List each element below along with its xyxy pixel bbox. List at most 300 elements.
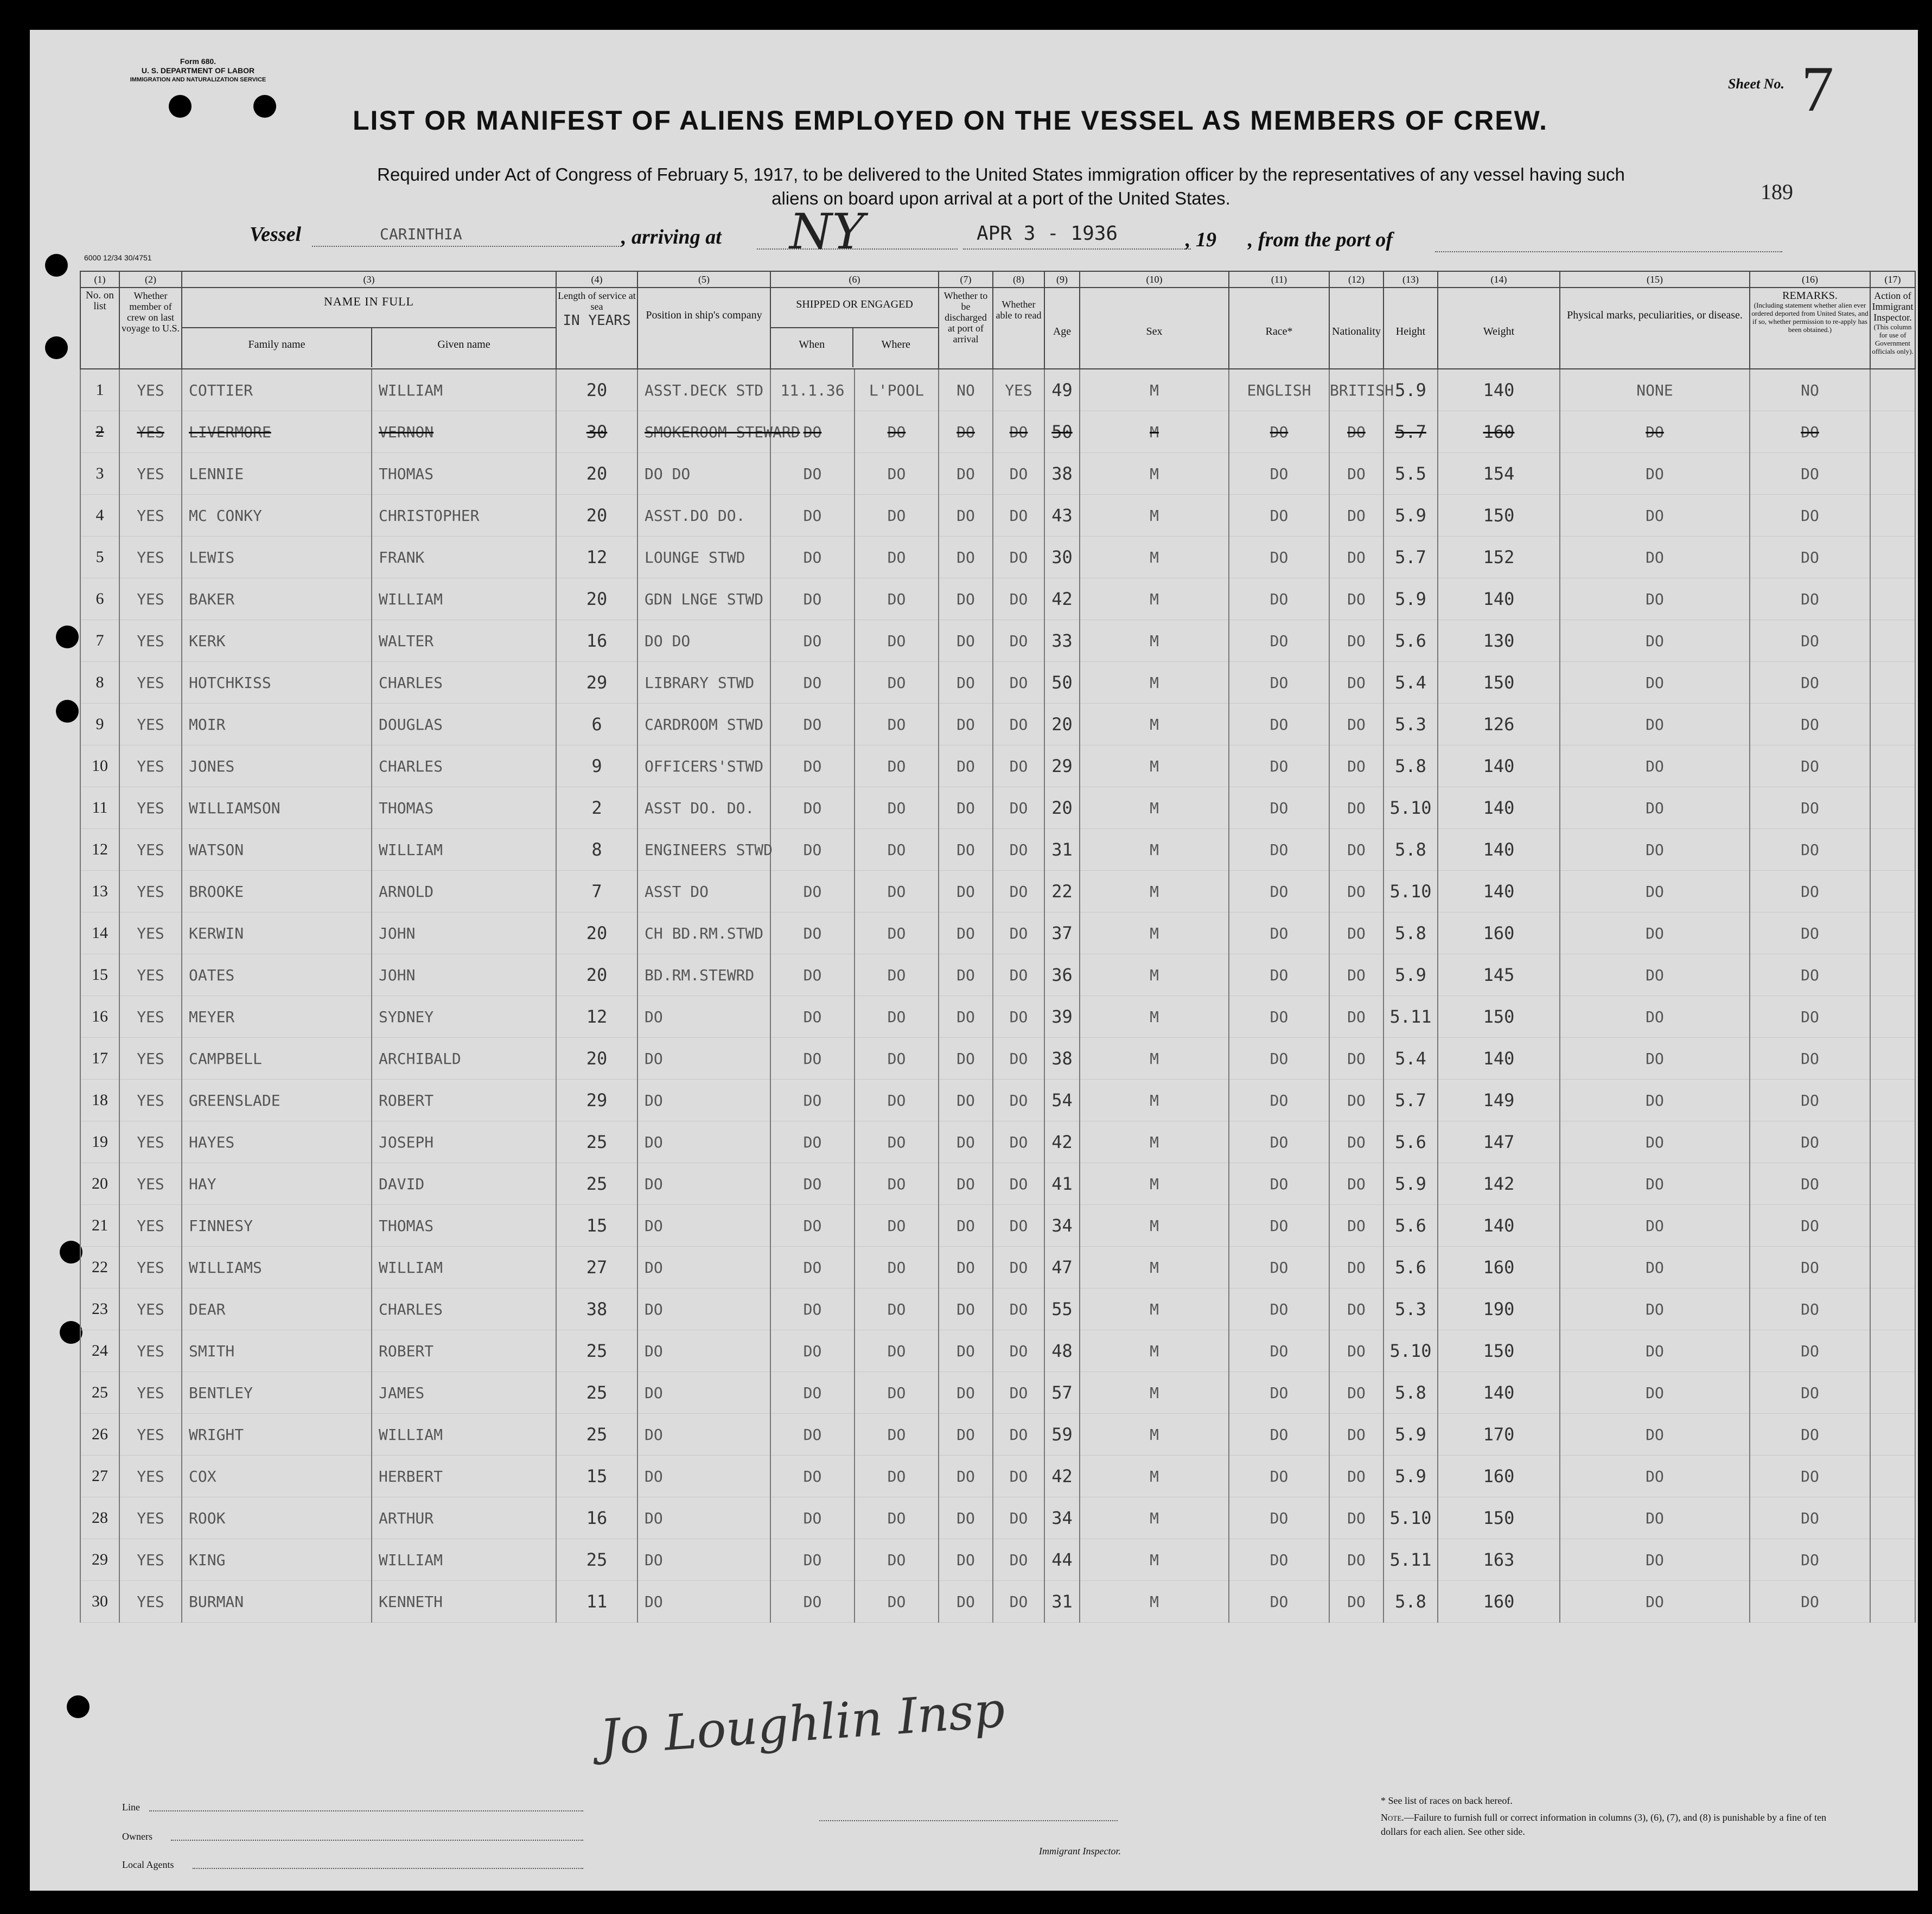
height-cell: 5.3 — [1383, 704, 1438, 745]
position-cell: OFFICERS'STWD — [637, 745, 770, 787]
able-to-read-cell: DO — [993, 1288, 1044, 1330]
family-name-cell: WILLIAMS — [182, 1247, 372, 1288]
given-name-cell: WILLIAM — [372, 829, 556, 871]
age-cell: 49 — [1044, 369, 1080, 411]
inspector-action-cell — [1870, 745, 1915, 787]
col-13-num: (13) — [1383, 271, 1438, 288]
discharged-cell: DO — [939, 704, 993, 745]
service-years-cell: 15 — [556, 1205, 637, 1247]
table-row — [80, 1372, 1915, 1414]
weight-cell: 140 — [1438, 1038, 1560, 1080]
race-cell: DO — [1229, 829, 1329, 871]
shipped-when-cell: DO — [770, 453, 855, 495]
sex-cell: M — [1080, 1121, 1229, 1163]
name-in-full-label: NAME IN FULL — [182, 288, 556, 328]
able-to-read-cell: DO — [993, 578, 1044, 620]
nationality-cell: DO — [1329, 537, 1383, 578]
family-name-cell: CAMPBELL — [182, 1038, 372, 1080]
able-to-read-cell: DO — [993, 1330, 1044, 1372]
weight-cell: 160 — [1438, 1456, 1560, 1497]
crew-last-voyage-cell: YES — [119, 996, 182, 1038]
shipped-when-cell: DO — [770, 871, 855, 913]
given-name-cell: ROBERT — [372, 1080, 556, 1121]
service-years-cell: 25 — [556, 1372, 637, 1414]
line-number-cell: 14 — [80, 913, 119, 954]
shipped-when-cell: DO — [770, 829, 855, 871]
nationality-cell: DO — [1329, 662, 1383, 704]
physical-marks-cell: DO — [1560, 954, 1750, 996]
height-cell: 5.9 — [1383, 495, 1438, 537]
inspector-action-cell — [1870, 1205, 1915, 1247]
nationality-cell: DO — [1329, 1456, 1383, 1497]
physical-marks-cell: DO — [1560, 829, 1750, 871]
sex-cell: M — [1080, 871, 1229, 913]
given-name-cell: HERBERT — [372, 1456, 556, 1497]
nationality-cell: BRITISH — [1329, 369, 1383, 411]
sex-cell: M — [1080, 1497, 1229, 1539]
table-row — [80, 411, 1915, 453]
shipped-where-cell: DO — [855, 996, 939, 1038]
sex-cell: M — [1080, 913, 1229, 954]
weight-cell: 145 — [1438, 954, 1560, 996]
height-cell: 5.9 — [1383, 1456, 1438, 1497]
sheet-label: Sheet No. — [1728, 76, 1784, 92]
able-to-read-cell: DO — [993, 537, 1044, 578]
remarks-cell: DO — [1750, 1247, 1870, 1288]
shipped-where-cell: DO — [855, 1205, 939, 1247]
nationality-cell: DO — [1329, 1414, 1383, 1456]
physical-marks-cell: DO — [1560, 745, 1750, 787]
inspector-action-cell — [1870, 1247, 1915, 1288]
line-number-cell: 4 — [80, 495, 119, 537]
race-cell: DO — [1229, 1121, 1329, 1163]
remarks-cell: DO — [1750, 1080, 1870, 1121]
family-name-cell: WATSON — [182, 829, 372, 871]
service-years-cell: 8 — [556, 829, 637, 871]
nationality-cell: DO — [1329, 745, 1383, 787]
sex-cell: M — [1080, 495, 1229, 537]
physical-marks-cell: DO — [1560, 704, 1750, 745]
shipped-when-cell: DO — [770, 787, 855, 829]
position-cell: DO DO — [637, 453, 770, 495]
weight-cell: 163 — [1438, 1539, 1560, 1581]
shipped-when-cell: DO — [770, 1497, 855, 1539]
race-cell: DO — [1229, 954, 1329, 996]
given-name-cell: CHRISTOPHER — [372, 495, 556, 537]
height-cell: 5.10 — [1383, 787, 1438, 829]
inspector-action-cell — [1870, 620, 1915, 662]
when-label: When — [771, 328, 853, 367]
physical-marks-cell: DO — [1560, 1330, 1750, 1372]
weight-cell: 140 — [1438, 745, 1560, 787]
able-to-read-cell: DO — [993, 1372, 1044, 1414]
col-17-num: (17) — [1870, 271, 1915, 288]
remarks-cell: DO — [1750, 1414, 1870, 1456]
col-3-num: (3) — [182, 271, 556, 288]
inspector-action-cell — [1870, 411, 1915, 453]
line-number-cell: 18 — [80, 1080, 119, 1121]
table-row — [80, 495, 1915, 537]
able-to-read-cell: DO — [993, 1581, 1044, 1623]
age-cell: 50 — [1044, 411, 1080, 453]
stamp-number: 189 — [1761, 180, 1793, 204]
physical-marks-cell: DO — [1560, 495, 1750, 537]
given-name-cell: SYDNEY — [372, 996, 556, 1038]
shipped-when-cell: DO — [770, 537, 855, 578]
sex-cell: M — [1080, 829, 1229, 871]
physical-marks-cell: DO — [1560, 787, 1750, 829]
height-cell: 5.4 — [1383, 662, 1438, 704]
service-years-cell: 25 — [556, 1414, 637, 1456]
line-number-cell: 2 — [80, 411, 119, 453]
line-number-cell: 16 — [80, 996, 119, 1038]
line-number-cell: 7 — [80, 620, 119, 662]
height-cell: 5.8 — [1383, 745, 1438, 787]
shipped-when-cell: DO — [770, 662, 855, 704]
given-name-cell: CHARLES — [372, 1288, 556, 1330]
service-years-cell: 12 — [556, 996, 637, 1038]
arriving-port: NY — [789, 203, 865, 260]
height-cell: 5.7 — [1383, 411, 1438, 453]
line-number-cell: 23 — [80, 1288, 119, 1330]
sex-cell: M — [1080, 1372, 1229, 1414]
remarks-cell: DO — [1750, 453, 1870, 495]
discharged-cell: DO — [939, 662, 993, 704]
family-name-cell: ROOK — [182, 1497, 372, 1539]
age-cell: 34 — [1044, 1205, 1080, 1247]
height-cell: 5.5 — [1383, 453, 1438, 495]
shipped-or-engaged-label: SHIPPED OR ENGAGED — [771, 288, 938, 328]
discharged-cell: DO — [939, 1247, 993, 1288]
line-number-cell: 11 — [80, 787, 119, 829]
shipped-when-cell: DO — [770, 1288, 855, 1330]
crew-last-voyage-cell: YES — [119, 745, 182, 787]
able-to-read-cell: DO — [993, 787, 1044, 829]
signature-text: Jo Loughlin Insp — [598, 1681, 1007, 1766]
shipped-where-cell: DO — [855, 913, 939, 954]
weight-cell: 150 — [1438, 495, 1560, 537]
weight-cell: 142 — [1438, 1163, 1560, 1205]
family-name-cell: COTTIER — [182, 369, 372, 411]
sex-cell: M — [1080, 704, 1229, 745]
line-number-cell: 19 — [80, 1121, 119, 1163]
inspector-action-label: Action of Immigrant Inspector. — [1872, 290, 1914, 323]
discharged-cell: DO — [939, 1497, 993, 1539]
in-years-label: IN YEARS — [563, 312, 631, 329]
physical-marks-cell: DO — [1560, 1121, 1750, 1163]
inspector-action-cell — [1870, 1456, 1915, 1497]
height-cell: 5.9 — [1383, 578, 1438, 620]
inspector-action-cell — [1870, 495, 1915, 537]
col-2-header: Whether member of crew on last voyage to U.S. — [119, 288, 182, 369]
crew-last-voyage-cell: YES — [119, 1163, 182, 1205]
given-name-cell: THOMAS — [372, 453, 556, 495]
shipped-when-cell: DO — [770, 1038, 855, 1080]
remarks-cell: DO — [1750, 745, 1870, 787]
shipped-where-cell: DO — [855, 411, 939, 453]
age-cell: 42 — [1044, 578, 1080, 620]
remarks-note: (Including statement whether alien ever ordered deported from United States, and if so, whether permission to re-apply has been obtained.) — [1751, 301, 1869, 334]
discharged-cell: DO — [939, 1288, 993, 1330]
nationality-cell: DO — [1329, 411, 1383, 453]
sex-cell: M — [1080, 411, 1229, 453]
table-row — [80, 1121, 1915, 1163]
line-number-cell: 28 — [80, 1497, 119, 1539]
discharged-cell: DO — [939, 411, 993, 453]
remarks-cell: DO — [1750, 871, 1870, 913]
given-name-cell: WILLIAM — [372, 1414, 556, 1456]
binder-hole — [56, 626, 79, 648]
subtitle — [236, 163, 1766, 210]
nationality-cell: DO — [1329, 1288, 1383, 1330]
inspector-action-cell — [1870, 453, 1915, 495]
position-cell: DO — [637, 1247, 770, 1288]
physical-marks-cell: DO — [1560, 453, 1750, 495]
remarks-cell: DO — [1750, 1497, 1870, 1539]
col-11-header: Race* — [1229, 288, 1329, 369]
table-row — [80, 1456, 1915, 1497]
sex-cell: M — [1080, 1414, 1229, 1456]
age-cell: 54 — [1044, 1080, 1080, 1121]
physical-marks-cell: DO — [1560, 1288, 1750, 1330]
col-1-header: No. on list — [80, 288, 119, 369]
discharged-cell: DO — [939, 620, 993, 662]
discharged-cell: DO — [939, 1414, 993, 1456]
crew-last-voyage-cell: YES — [119, 1581, 182, 1623]
line-number-cell: 21 — [80, 1205, 119, 1247]
shipped-when-cell: DO — [770, 1539, 855, 1581]
nationality-cell: DO — [1329, 1539, 1383, 1581]
age-cell: 37 — [1044, 913, 1080, 954]
remarks-cell: DO — [1750, 704, 1870, 745]
position-cell: CH BD.RM.STWD — [637, 913, 770, 954]
col-3-header — [182, 288, 556, 369]
line-number-cell: 22 — [80, 1247, 119, 1288]
nationality-cell: DO — [1329, 1121, 1383, 1163]
sex-cell: M — [1080, 745, 1229, 787]
crew-last-voyage-cell: YES — [119, 704, 182, 745]
sex-cell: M — [1080, 1205, 1229, 1247]
height-cell: 5.11 — [1383, 996, 1438, 1038]
inspector-action-note: (This column for use of Government officials only). — [1872, 323, 1914, 355]
subtitle-line-1: Required under Act of Congress of February 5, 1917, to be delivered to the United States immigration officer by the representatives of any vessel having such — [377, 164, 1625, 184]
table-row — [80, 1038, 1915, 1080]
remarks-cell: DO — [1750, 1456, 1870, 1497]
sex-cell: M — [1080, 1247, 1229, 1288]
sex-cell: M — [1080, 369, 1229, 411]
service-years-cell: 38 — [556, 1288, 637, 1330]
line-number-cell: 29 — [80, 1539, 119, 1581]
position-cell: DO — [637, 1497, 770, 1539]
crew-last-voyage-cell: YES — [119, 411, 182, 453]
able-to-read-cell: DO — [993, 996, 1044, 1038]
race-cell: DO — [1229, 1581, 1329, 1623]
given-name-cell: DOUGLAS — [372, 704, 556, 745]
crew-rows — [80, 369, 1915, 1623]
nationality-cell: DO — [1329, 954, 1383, 996]
inspector-action-cell — [1870, 1581, 1915, 1623]
age-cell: 43 — [1044, 495, 1080, 537]
discharged-cell: NO — [939, 369, 993, 411]
race-cell: DO — [1229, 662, 1329, 704]
service-years-cell: 16 — [556, 1497, 637, 1539]
remarks-cell: DO — [1750, 537, 1870, 578]
family-name-cell: WRIGHT — [182, 1414, 372, 1456]
physical-marks-cell: DO — [1560, 1497, 1750, 1539]
binder-hole — [60, 1321, 82, 1344]
family-name-cell: MOIR — [182, 704, 372, 745]
inspector-signature-line — [819, 1815, 1118, 1821]
line-number-cell: 13 — [80, 871, 119, 913]
physical-marks-cell: DO — [1560, 1581, 1750, 1623]
page-title: LIST OR MANIFEST OF ALIENS EMPLOYED ON THE VESSEL AS MEMBERS OF CREW. — [353, 105, 1548, 136]
col-8-header: Whether able to read — [993, 288, 1044, 369]
service-years-cell: 20 — [556, 495, 637, 537]
race-cell: DO — [1229, 1414, 1329, 1456]
col-6-header — [770, 288, 939, 369]
age-cell: 59 — [1044, 1414, 1080, 1456]
weight-cell: 160 — [1438, 1581, 1560, 1623]
binder-hole — [60, 1241, 82, 1264]
table-row — [80, 996, 1915, 1038]
weight-cell: 170 — [1438, 1414, 1560, 1456]
height-cell: 5.11 — [1383, 1539, 1438, 1581]
sex-cell: M — [1080, 1456, 1229, 1497]
remarks-cell: DO — [1750, 1539, 1870, 1581]
shipped-when-cell: DO — [770, 745, 855, 787]
family-name-cell: BURMAN — [182, 1581, 372, 1623]
weight-cell: 160 — [1438, 1247, 1560, 1288]
discharged-cell: DO — [939, 1372, 993, 1414]
remarks-cell: DO — [1750, 1121, 1870, 1163]
table-row — [80, 1581, 1915, 1623]
col-9-num: (9) — [1044, 271, 1080, 288]
family-name-cell: BAKER — [182, 578, 372, 620]
race-cell: DO — [1229, 453, 1329, 495]
sex-cell: M — [1080, 996, 1229, 1038]
from-port-label: , from the port of — [1248, 228, 1393, 251]
discharged-cell: DO — [939, 495, 993, 537]
family-name-cell: HAY — [182, 1163, 372, 1205]
age-cell: 20 — [1044, 787, 1080, 829]
binder-hole — [45, 254, 68, 277]
shipped-when-cell: DO — [770, 954, 855, 996]
col-16-num: (16) — [1750, 271, 1870, 288]
remarks-cell: DO — [1750, 1038, 1870, 1080]
column-header-row — [80, 288, 1915, 369]
crew-last-voyage-cell: YES — [119, 1205, 182, 1247]
age-cell: 50 — [1044, 662, 1080, 704]
age-cell: 42 — [1044, 1456, 1080, 1497]
crew-last-voyage-cell: YES — [119, 453, 182, 495]
position-cell: ASST DO — [637, 871, 770, 913]
given-name-cell: ARCHIBALD — [372, 1038, 556, 1080]
footer-line-field — [149, 1797, 583, 1811]
age-cell: 57 — [1044, 1372, 1080, 1414]
position-cell: DO — [637, 1539, 770, 1581]
crew-last-voyage-cell: YES — [119, 1497, 182, 1539]
able-to-read-cell: DO — [993, 620, 1044, 662]
inspector-action-cell — [1870, 1539, 1915, 1581]
height-cell: 5.10 — [1383, 1330, 1438, 1372]
given-name-cell: ARNOLD — [372, 871, 556, 913]
physical-marks-cell: DO — [1560, 913, 1750, 954]
physical-marks-cell: DO — [1560, 1456, 1750, 1497]
table-row — [80, 1288, 1915, 1330]
shipped-when-cell: DO — [770, 1121, 855, 1163]
shipped-when-cell: DO — [770, 1163, 855, 1205]
age-cell: 31 — [1044, 829, 1080, 871]
family-name-cell: MC CONKY — [182, 495, 372, 537]
discharged-cell: DO — [939, 1539, 993, 1581]
weight-cell: 140 — [1438, 578, 1560, 620]
shipped-where-cell: DO — [855, 1121, 939, 1163]
position-cell: SMOKEROOM STEWARD — [637, 411, 770, 453]
family-name-cell: OATES — [182, 954, 372, 996]
position-cell: LOUNGE STWD — [637, 537, 770, 578]
sex-cell: M — [1080, 1288, 1229, 1330]
inspector-action-cell — [1870, 954, 1915, 996]
sex-cell: M — [1080, 620, 1229, 662]
shipped-when-cell: DO — [770, 495, 855, 537]
line-number-cell: 8 — [80, 662, 119, 704]
physical-marks-cell: DO — [1560, 620, 1750, 662]
vessel-name: CARINTHIA — [380, 225, 462, 243]
table-row — [80, 871, 1915, 913]
family-name-cell: LEWIS — [182, 537, 372, 578]
position-cell: DO — [637, 1372, 770, 1414]
able-to-read-cell: DO — [993, 453, 1044, 495]
line-number-cell: 1 — [80, 369, 119, 411]
given-name-cell: JAMES — [372, 1372, 556, 1414]
shipped-where-cell: DO — [855, 1288, 939, 1330]
footer-agents-label: Local Agents — [122, 1859, 174, 1870]
col-14-num: (14) — [1438, 271, 1560, 288]
col-13-header: Height — [1383, 288, 1438, 369]
inspector-action-cell — [1870, 662, 1915, 704]
height-cell: 5.9 — [1383, 369, 1438, 411]
shipped-where-cell: DO — [855, 1581, 939, 1623]
discharged-cell: DO — [939, 1456, 993, 1497]
position-cell: LIBRARY STWD — [637, 662, 770, 704]
able-to-read-cell: DO — [993, 1038, 1044, 1080]
nationality-cell: DO — [1329, 913, 1383, 954]
remarks-cell: DO — [1750, 1205, 1870, 1247]
service-years-cell: 20 — [556, 453, 637, 495]
crew-last-voyage-cell: YES — [119, 913, 182, 954]
nationality-cell: DO — [1329, 578, 1383, 620]
sex-cell: M — [1080, 662, 1229, 704]
weight-cell: 126 — [1438, 704, 1560, 745]
family-name-cell: BROOKE — [182, 871, 372, 913]
table-row — [80, 829, 1915, 871]
sex-cell: M — [1080, 1163, 1229, 1205]
service-years-cell: 6 — [556, 704, 637, 745]
age-cell: 41 — [1044, 1163, 1080, 1205]
discharged-cell: DO — [939, 578, 993, 620]
position-cell: DO — [637, 1581, 770, 1623]
able-to-read-cell: DO — [993, 1539, 1044, 1581]
remarks-cell: NO — [1750, 369, 1870, 411]
family-name-cell: BENTLEY — [182, 1372, 372, 1414]
race-cell: DO — [1229, 1456, 1329, 1497]
family-name-cell: JONES — [182, 745, 372, 787]
shipped-when-cell: DO — [770, 620, 855, 662]
weight-cell: 150 — [1438, 662, 1560, 704]
table-row — [80, 1539, 1915, 1581]
shipped-when-cell: DO — [770, 704, 855, 745]
col-17-header — [1870, 288, 1915, 369]
